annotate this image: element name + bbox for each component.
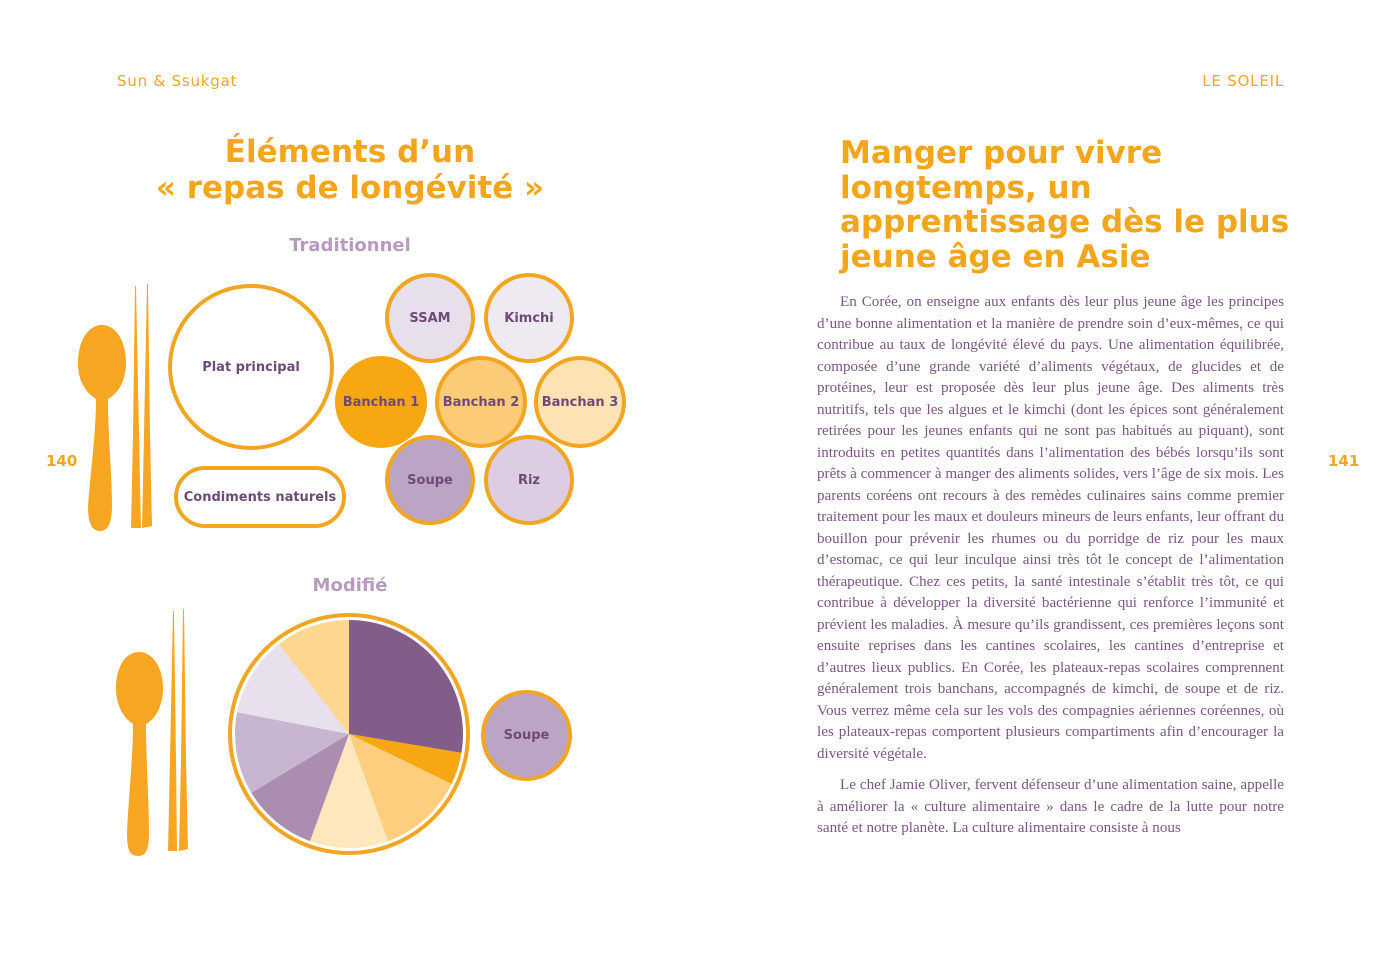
modified-soup-label: Soupe [503,728,550,743]
page-number-right: 141 [1328,452,1360,470]
plate-segment-1 [349,620,463,753]
condiments-dish [174,466,346,528]
bowl-kimchi [484,273,574,363]
modified-heading: Modifié [312,575,388,596]
running-head-left: Sun & Ssukgat [117,72,238,90]
chopsticks-icon [164,609,192,853]
bowl-label: Kimchi [504,310,554,326]
chopsticks-icon [128,284,156,530]
running-head-right: LE SOLEIL [1202,72,1284,90]
article-title: Manger pour vivre longtemps, un apprentissage dès le plus jeune âge en Asie [840,135,1290,275]
spoon-icon [78,325,128,533]
bowl-ssam [385,273,475,363]
bowl-label: Soupe [407,472,453,488]
page-number-left: 140 [46,452,78,470]
diagram-title-line2: « repas de longévité » [155,170,545,206]
spoon-icon [116,652,164,858]
paragraph: En Corée, on enseigne aux enfants dès leur plus jeune âge les principes d’une bonne alimentation et la manière de prendre soin d’eux-mêmes, ce qui contribue au taux de longévité élevé du pays. Une alimentation équilibrée, composée d’une grande variété d’aliments végétaux, de glucides et de protéines, leur est proposée dès leur plus jeune âge. Des aliments très nutritifs, tels que les algues et le kimchi (dont les épices sont généralement retirées pour les jeunes enfants qui ne sont pas habitués au piquant), sont introduits en petites quantités dans l’alimentation des bébés lorsqu’ils sont prêts à commencer à manger des aliments solides, vers l’âge de six mois. Les parents coréens ont recours à des remèdes culinaires sains comme premier traitement pour les maux et douleurs mineurs de leurs enfants, leur offrant du bouillon pour prévenir les rhumes ou du porridge de riz pour les maux d’estomac, ce qui leur inculque ainsi très tôt le concept de l’alimentation thérapeutique. Chez ces petits, la santé intestinale s’établit très tôt, ce qui contribue à développer la diversité bactérienne qui renforce l’immunité et prévient les maladies. À mesure qu’ils grandissent, ces premières leçons sont ensuite reprises dans les cantines scolaires, les cantines d’entreprise et d’autres lieux publics. En Corée, les plateaux-repas scolaires comprennent généralement trois banchans, accompagnés de kimchi, de soupe et de riz. Vous verrez même cela sur les vols des compagnies aériennes coréennes, où les plateaux-repas comportent plusieurs compartiments afin d’encourager la diversité végétale. [817,294,1284,762]
bowl-label: Banchan 1 [342,394,420,410]
condiments-label: Condiments naturels [183,489,337,505]
bowl-label: Banchan 2 [442,394,520,410]
traditional-heading: Traditionnel [289,235,411,256]
diagram-title-line1: Éléments d’un [224,134,476,170]
modified-soup-bowl [481,690,572,781]
bowl-banchan-3 [534,356,626,448]
paragraph: Le chef Jamie Oliver, fervent défenseur d’une alimentation saine, appelle à améliorer la « culture alimentaire » dans le cadre de la lutte pour notre santé et notre planète. La culture alimentaire consiste à nous [817,777,1284,836]
modified-plate-chart [227,612,471,856]
bowl-banchan-2 [435,356,527,448]
diagram-title [110,134,590,206]
bowl-label: Riz [517,472,541,488]
article-body [817,292,1284,850]
bowl-label: SSAM [409,310,451,326]
bowl-soupe [385,435,475,525]
main-plate [168,284,334,450]
bowl-label: Banchan 3 [541,394,619,410]
main-plate-label: Plat principal [202,359,300,375]
bowl-riz [484,435,574,525]
bowl-banchan-1 [335,356,427,448]
